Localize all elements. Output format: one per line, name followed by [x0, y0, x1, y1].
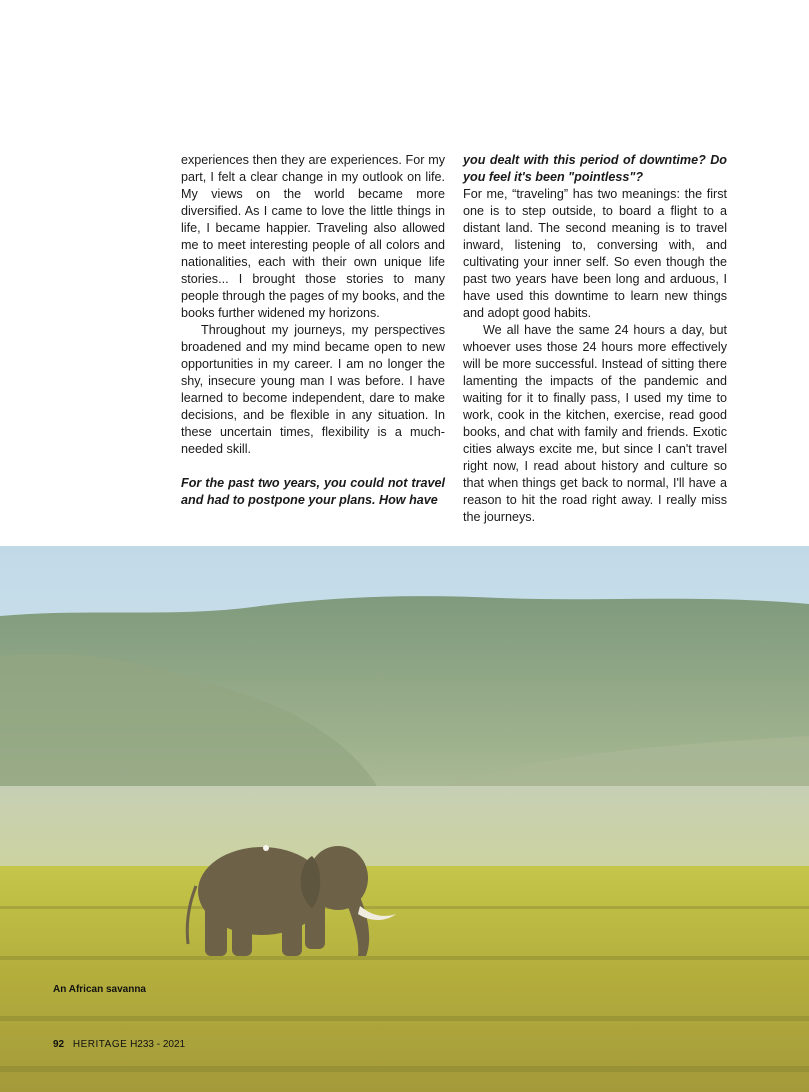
- paragraph: Throughout my journeys, my perspectives broadened and my mind became open to new opportunities in my career. I am no longer the shy, insecure young man I was before. I have learned to become independent, dare to make decisions, and be flexible in any situation. In these uncertain times, flexibility is a much-needed skill.: [181, 323, 445, 456]
- paragraph: experiences then they are experiences. For my part, I felt a clear change in my outlook on life. My views on the world became more diversified. As I came to love the little things in life, I became happier. Traveling also allowed me to meet interesting people of all colors and nationalities, each with their own unique life stories... I brought those stories to many people through the pages of my books, and the books further widened my horizons.: [181, 153, 445, 320]
- issue-number: H233 - 2021: [130, 1039, 186, 1050]
- plain: [0, 786, 809, 876]
- interview-question: For the past two years, you could not travel and had to postpone your plans. How have: [181, 476, 445, 507]
- article-column-right: [463, 152, 727, 526]
- interview-question: you dealt with this period of downtime? Do you feel it's been "pointless"?: [463, 153, 727, 184]
- page-footer: [53, 1039, 185, 1050]
- photo-caption: An African savanna: [53, 984, 146, 995]
- paragraph: We all have the same 24 hours a day, but whoever uses those 24 hours more effectively will be more successful. Instead of sitting there lamenting the impacts of the pandemic and waiting for it to finally pass, I used my time to work, cook in the kitchen, exercise, read good books, and chat with family and friends. Exotic cities always excite me, but since I can't travel right now, I read about history and culture so that when things get back to normal, I'll have a reason to hit the road right away. I really miss the journeys.: [463, 323, 727, 524]
- paragraph: For me, “traveling” has two meanings: the first one is to step outside, to board a flight to a distant land. The second meaning is to travel inward, listening to, conversing with, and cultivating your inner self. So even though the past two years have been long and arduous, I have used this downtime to learn new things and adopt good habits.: [463, 187, 727, 320]
- magazine-name: HERITAGE: [72, 1039, 128, 1050]
- savanna-elephant-photo: [0, 546, 809, 1092]
- article-column-left: [181, 152, 445, 509]
- grassland: [0, 866, 809, 1092]
- page-number: 92: [53, 1039, 65, 1050]
